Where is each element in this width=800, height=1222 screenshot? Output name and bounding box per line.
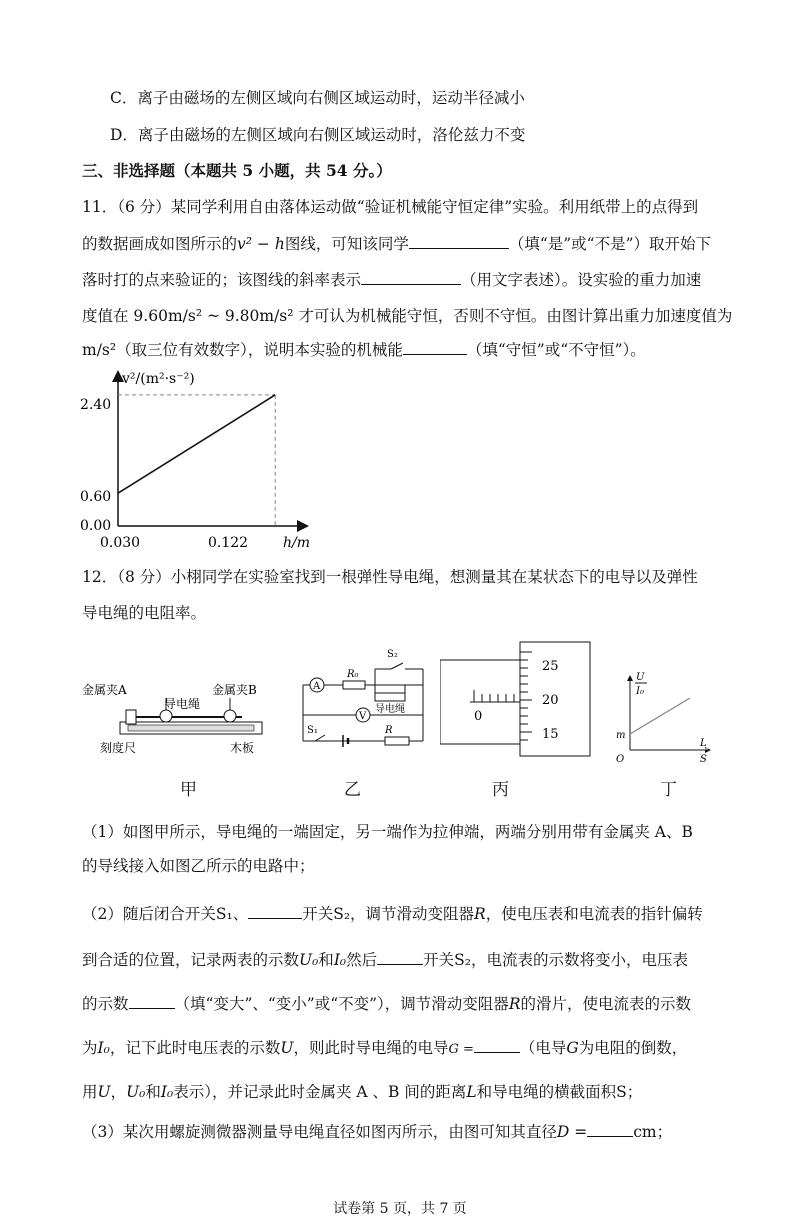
- answer-blank-1[interactable]: [409, 234, 509, 249]
- q12-p1-line-2: 的导线接入如图乙所示的电路中；: [82, 857, 315, 875]
- switch-s2: [391, 663, 403, 669]
- x-tick-0122: 0.122: [208, 535, 249, 551]
- q11-line-2: 的数据画成如图所示的v² − h图线，可知该同学 （填“是”或“不是”）取开始下: [82, 235, 712, 253]
- y-tick-240: 2.40: [80, 397, 112, 413]
- q11-line-4: 度值在 9.60m/s² ~ 9.80m/s² 才可认为机械能守恒，否则不守恒。由图计算出重力加速度值为: [82, 307, 733, 325]
- q12-p2-line-2: 到合适的位置，记录两表的示数U₀和I₀然后 开关S₂，电流表的示数将变小，电压表: [82, 951, 689, 969]
- y-tick-000: 0.00: [80, 518, 112, 534]
- caption-yi: 乙: [344, 780, 361, 800]
- answer-blank-8[interactable]: [587, 1122, 633, 1137]
- q11-line-5: m/s²（取三位有效数字），说明本实验的机械能 （填“守恒”或“不守恒”）。: [82, 341, 646, 359]
- figure-jia: [80, 670, 280, 770]
- x-tick-0030: 0.030: [100, 535, 141, 551]
- label-board: 木板: [230, 741, 255, 755]
- label-rope: 导电绳: [164, 697, 201, 711]
- ruler: [128, 725, 254, 731]
- option-c: C．离子由磁场的左侧区域向右侧区域运动时，运动半径减小: [110, 89, 525, 107]
- answer-blank-3[interactable]: [403, 340, 467, 355]
- answer-blank-4[interactable]: [248, 904, 302, 919]
- q12-p3-line: （3）某次用螺旋测微器测量导电绳直径如图丙所示，由图可知其直径D = cm；: [82, 1123, 673, 1141]
- svg-text:L: L: [700, 738, 707, 749]
- caption-bing: 丙: [492, 780, 509, 800]
- svg-text:S₁: S₁: [307, 725, 318, 736]
- svg-text:m: m: [616, 730, 626, 741]
- page-footer: 试卷第 5 页，共 7 页: [333, 1201, 467, 1217]
- label-clip-a: 金属夹A: [82, 683, 127, 697]
- data-line: [118, 395, 275, 493]
- tick-20: 20: [542, 693, 559, 708]
- svg-text:U: U: [636, 672, 645, 683]
- svg-text:V: V: [359, 711, 367, 722]
- q12-p2-line-4: 为I₀，记下此时电压表的示数U，则此时导电绳的电导G = （电导G为电阻的倒数，: [82, 1039, 688, 1057]
- answer-blank-2[interactable]: [361, 270, 461, 285]
- tick-0: 0: [474, 709, 483, 724]
- svg-text:S₂: S₂: [387, 649, 398, 660]
- figure-ding: [610, 670, 720, 770]
- q12-p1-line-1: （1）如图甲所示，导电绳的一端固定，另一端作为拉伸端，两端分别用带有金属夹 A、B: [82, 823, 693, 841]
- answer-blank-6[interactable]: [129, 994, 175, 1009]
- answer-blank-5[interactable]: [377, 950, 423, 965]
- svg-text:R₀: R₀: [347, 669, 359, 680]
- answer-blank-7[interactable]: [474, 1038, 520, 1053]
- label-ruler: 刻度尺: [100, 741, 137, 755]
- q11-line-3: 落时打的点来验证的；该图线的斜率表示 （用文字表述）。设实验的重力加速: [82, 271, 702, 289]
- svg-text:O: O: [616, 754, 625, 765]
- v2-h-graph: [78, 365, 318, 555]
- svg-text:I₀: I₀: [636, 686, 644, 697]
- q12-p2-line-3: 的示数 （填“变大”、“变小”或“不变”），调节滑动变阻器R的滑片，使电流表的示数: [82, 995, 691, 1013]
- svg-text:导电绳: 导电绳: [375, 704, 405, 715]
- clip-a: [160, 710, 172, 722]
- option-d: D．离子由磁场的左侧区域向右侧区域运动时，洛伦兹力不变: [110, 126, 526, 144]
- y-axis-label: v²/(m²·s⁻²): [122, 371, 195, 387]
- caption-ding: 丁: [660, 780, 677, 800]
- caption-jia: 甲: [180, 780, 197, 800]
- clip-b: [224, 710, 236, 722]
- svg-text:R: R: [385, 725, 393, 736]
- section-heading: 三、非选择题（本题共 5 小题，共 54 分。）: [82, 161, 392, 180]
- figure-bing: [440, 640, 600, 760]
- svg-text:A: A: [313, 681, 321, 692]
- q11-line-1: 11．（6 分）某同学利用自由落体运动做“验证机械能守恒定律”实验。利用纸带上的点得到: [82, 198, 699, 216]
- q12-line-2: 导电绳的电阻率。: [82, 604, 207, 622]
- resistor-r0: [343, 681, 365, 689]
- figure-yi: [295, 645, 435, 760]
- tick-15: 15: [542, 727, 559, 742]
- rope-resistor: [375, 693, 405, 701]
- q12-line-1: 12．（8 分）小栩同学在实验室找到一根弹性导电绳，想测量其在某状态下的电导以及弹性: [82, 568, 698, 586]
- svg-text:S: S: [700, 754, 707, 765]
- rheostat-r: [385, 737, 409, 745]
- q12-p2-line-1: （2）随后闭合开关S₁、 开关S₂，调节滑动变阻器R，使电压表和电流表的指针偏转: [82, 905, 703, 923]
- y-tick-060: 0.60: [80, 489, 112, 505]
- ding-line: [630, 698, 690, 734]
- q12-p2-line-5: 用U，U₀和I₀表示），并记录此时金属夹 A 、B 间的距离L和导电绳的横截面积S；: [82, 1083, 643, 1101]
- x-axis-label: h/m: [283, 535, 311, 551]
- tick-25: 25: [542, 659, 559, 674]
- label-clip-b: 金属夹B: [212, 683, 257, 697]
